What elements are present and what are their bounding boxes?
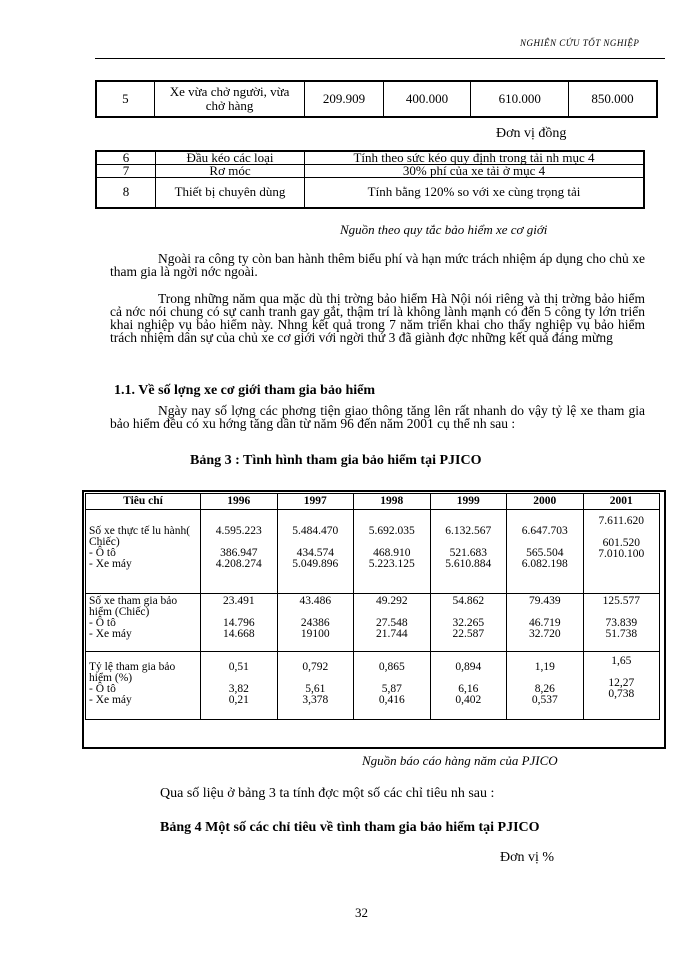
table-cell bbox=[583, 652, 660, 720]
cell-value: 6.132.567 bbox=[445, 525, 492, 537]
table-cell bbox=[277, 510, 354, 594]
table-caption: Bảng 4 Một số các chỉ tiêu về tình tham gia bảo hiểm tại PJICO bbox=[160, 820, 540, 835]
table-cell bbox=[507, 510, 584, 594]
table-cell: 209.909 bbox=[305, 81, 383, 117]
insurance-participation-table bbox=[85, 493, 660, 720]
cell-value: 7.611.620 bbox=[598, 515, 645, 527]
table-cell: Rơ móc bbox=[156, 165, 305, 178]
cell-value: 5.610.884 bbox=[445, 558, 492, 570]
cell-value: 51.738 bbox=[605, 628, 638, 640]
cell-value: 5,87 bbox=[381, 683, 402, 695]
column-header: 1998 bbox=[354, 494, 431, 510]
cell-value: 27.548 bbox=[375, 617, 408, 629]
table-cell: 400.000 bbox=[383, 81, 471, 117]
table-row bbox=[96, 81, 657, 117]
table-cell bbox=[507, 594, 584, 652]
cell-value: 1,19 bbox=[534, 661, 555, 673]
cell-value: 0,51 bbox=[228, 661, 249, 673]
column-header: 1997 bbox=[277, 494, 354, 510]
label-line: Số xe tham gia bảo hiểm (Chiếc) bbox=[89, 595, 178, 618]
unit-label: Đơn vị đồng bbox=[496, 126, 567, 141]
row-label bbox=[86, 594, 201, 652]
table-cell: Xe vừa chở người, vừa chở hàng bbox=[154, 81, 305, 117]
cell-value: 6.082.198 bbox=[521, 558, 568, 570]
cell-value: 23.491 bbox=[222, 595, 255, 607]
cell-value: 14.668 bbox=[222, 628, 255, 640]
label-line: - Xe máy bbox=[89, 628, 132, 640]
table-cell: Tính theo sức kéo quy định trong tải nh mục 4 bbox=[305, 151, 645, 165]
label-line: - Xe máy bbox=[89, 558, 132, 570]
cell-value: 6.647.703 bbox=[521, 525, 568, 537]
paragraph: Ngày nay số lợng các phơng tiện giao thông tăng lên rất nhanh do vậy tỷ lệ xe tham gia bảo hiểm đều có xu hớng tăng dần từ năm 96 đến năm 2001 cụ thể nh sau : bbox=[110, 403, 645, 431]
cell-value: 468.910 bbox=[373, 547, 411, 559]
table-cell: 7 bbox=[96, 165, 156, 178]
table-cell: 610.000 bbox=[471, 81, 569, 117]
cell-value: 5,61 bbox=[305, 683, 326, 695]
paragraph: Trong những năm qua mặc dù thị trờng bảo hiểm Hà Nội nói riêng và thị trờng bảo hiểm cả nớc nói chung có sự canh tranh gay gắt, thậm trí là không lành mạnh có đến 5 công ty lớn triển khai nghiệp vụ bảo hiểm này. Nhng kết quả trong 7 năm triển khai cho thấy nghiệp vụ bảo hiểm trách nhiệm dân sự của chủ xe cơ giới với ngời thứ 3 đã giành đợc những kết quả đáng mừng bbox=[110, 291, 645, 345]
cell-value: 125.577 bbox=[602, 595, 640, 607]
cell-value: 24386 bbox=[300, 617, 330, 629]
fee-table-rows-6-8 bbox=[95, 150, 645, 209]
row-label bbox=[86, 652, 201, 720]
cell-value: 3,82 bbox=[228, 683, 249, 695]
cell-value: 0,894 bbox=[455, 661, 482, 673]
table-row bbox=[86, 594, 660, 652]
table-row bbox=[96, 151, 644, 165]
cell-value: 14.796 bbox=[222, 617, 255, 629]
cell-value: 601.520 bbox=[602, 537, 640, 549]
table-cell bbox=[354, 594, 431, 652]
table-row bbox=[86, 652, 660, 720]
cell-value: 0,792 bbox=[302, 661, 329, 673]
cell-value: 521.683 bbox=[449, 547, 487, 559]
source-note: Nguồn theo quy tắc bảo hiểm xe cơ giới bbox=[340, 222, 548, 237]
cell-value: 434.574 bbox=[296, 547, 334, 559]
cell-value: 386.947 bbox=[220, 547, 258, 559]
cell-value: 1,65 bbox=[611, 655, 632, 667]
table-cell bbox=[277, 652, 354, 720]
table-cell: Tính bằng 120% so với xe cùng trọng tải bbox=[305, 178, 645, 208]
fee-table-row-5 bbox=[95, 80, 658, 118]
table-row bbox=[96, 178, 644, 208]
cell-value: 6,16 bbox=[458, 683, 479, 695]
label-line: - Ô tô bbox=[89, 547, 116, 559]
table-cell: 5 bbox=[96, 81, 154, 117]
table-caption: Bảng 3 : Tình hình tham gia bảo hiểm tại PJICO bbox=[190, 453, 482, 468]
cell-value: 3,378 bbox=[302, 694, 329, 706]
cell-value: 0,738 bbox=[608, 688, 635, 700]
cell-value: 565.504 bbox=[526, 547, 564, 559]
table-cell bbox=[277, 594, 354, 652]
header-rule bbox=[95, 58, 665, 59]
cell-value: 5.223.125 bbox=[368, 558, 415, 570]
cell-value: 73.839 bbox=[605, 617, 638, 629]
column-header: Tiêu chí bbox=[86, 494, 201, 510]
table-cell bbox=[583, 510, 660, 594]
table-cell bbox=[430, 652, 507, 720]
cell-value: 0,537 bbox=[531, 694, 558, 706]
cell-value: 4.595.223 bbox=[215, 525, 262, 537]
table-row bbox=[96, 165, 644, 178]
column-header: 2001 bbox=[583, 494, 660, 510]
cell-value: 8,26 bbox=[534, 683, 555, 695]
table-cell bbox=[583, 594, 660, 652]
paragraph: Ngoài ra công ty còn ban hành thêm biểu phí và hạn mức trách nhiệm áp dụng cho chủ xe tham gia là ngời nớc ngoài. bbox=[110, 251, 645, 279]
cell-value: 32.265 bbox=[452, 617, 485, 629]
table-cell: Đầu kéo các loại bbox=[156, 151, 305, 165]
table-cell: 30% phí của xe tải ở mục 4 bbox=[305, 165, 645, 178]
column-header: 2000 bbox=[507, 494, 584, 510]
table-cell bbox=[354, 652, 431, 720]
table-cell bbox=[507, 652, 584, 720]
table-cell bbox=[430, 594, 507, 652]
cell-value: 0,21 bbox=[228, 694, 249, 706]
cell-value: 54.862 bbox=[452, 595, 485, 607]
cell-value: 32.720 bbox=[528, 628, 561, 640]
cell-value: 7.010.100 bbox=[598, 548, 645, 560]
table-row bbox=[86, 510, 660, 594]
column-header: 1999 bbox=[430, 494, 507, 510]
running-header: NGHIÊN CỨU TỐT NGHIỆP bbox=[520, 38, 640, 48]
cell-value: 19100 bbox=[300, 628, 330, 640]
cell-value: 0,402 bbox=[455, 694, 482, 706]
label-line: - Ô tô bbox=[89, 617, 116, 629]
cell-value: 49.292 bbox=[375, 595, 408, 607]
paragraph: Qua số liệu ở bảng 3 ta tính đợc một số các chỉ tiêu nh sau : bbox=[160, 786, 495, 801]
cell-value: 12,27 bbox=[608, 677, 635, 689]
cell-value: 0,865 bbox=[378, 661, 405, 673]
label-line: Số xe thực tế lu hành( Chiếc) bbox=[89, 525, 191, 548]
table-cell bbox=[201, 652, 278, 720]
source-note: Nguồn báo cáo hàng năm của PJICO bbox=[362, 753, 558, 768]
label-line: - Xe máy bbox=[89, 694, 132, 706]
table-cell: 6 bbox=[96, 151, 156, 165]
table-cell bbox=[430, 510, 507, 594]
cell-value: 5.049.896 bbox=[292, 558, 339, 570]
section-heading: 1.1. Về số lợng xe cơ giới tham gia bảo hiểm bbox=[114, 383, 375, 398]
table-cell: 850.000 bbox=[569, 81, 657, 117]
unit-label: Đơn vị % bbox=[500, 850, 555, 865]
table-cell: 8 bbox=[96, 178, 156, 208]
label-line: - Ô tô bbox=[89, 683, 116, 695]
cell-value: 43.486 bbox=[299, 595, 332, 607]
table-cell bbox=[201, 594, 278, 652]
label-line: Tỷ lệ tham gia bảo hiểm (%) bbox=[89, 661, 176, 684]
table-header-row bbox=[86, 494, 660, 510]
cell-value: 5.484.470 bbox=[292, 525, 339, 537]
table-cell: Thiết bị chuyên dùng bbox=[156, 178, 305, 208]
cell-value: 5.692.035 bbox=[368, 525, 415, 537]
cell-value: 22.587 bbox=[452, 628, 485, 640]
row-label bbox=[86, 510, 201, 594]
column-header: 1996 bbox=[201, 494, 278, 510]
cell-value: 0,416 bbox=[378, 694, 405, 706]
page-number: 32 bbox=[355, 905, 368, 920]
cell-value: 4.208.274 bbox=[215, 558, 262, 570]
cell-value: 46.719 bbox=[528, 617, 561, 629]
cell-value: 79.439 bbox=[528, 595, 561, 607]
table-cell bbox=[354, 510, 431, 594]
table-cell bbox=[201, 510, 278, 594]
cell-value: 21.744 bbox=[375, 628, 408, 640]
